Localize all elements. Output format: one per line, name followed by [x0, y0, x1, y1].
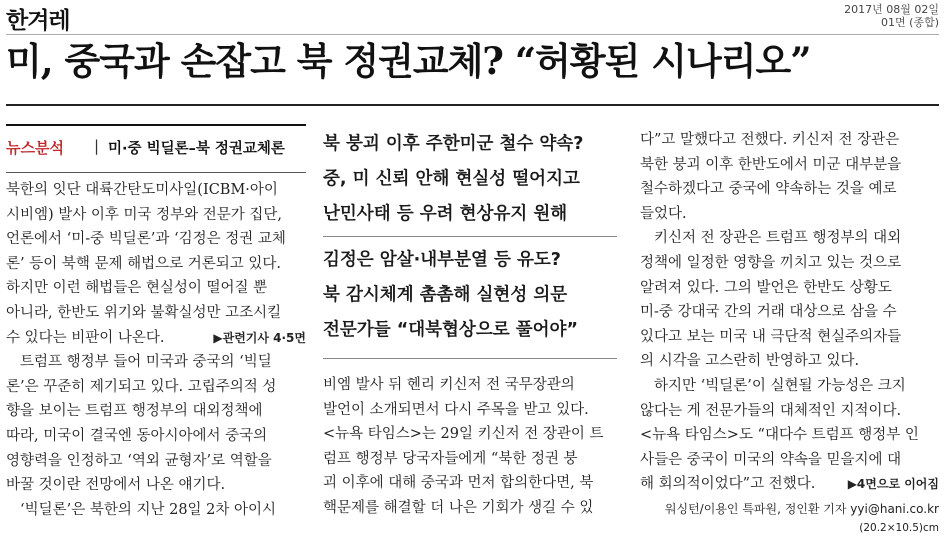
text-line: 다”고 말했다고 전했다. 키신저 전 장관은: [640, 132, 900, 148]
text-line: 시비엠) 발사 이후 미국 정부와 전문가 집단,: [6, 206, 283, 223]
column-2-text: [323, 373, 617, 521]
issue-date: 2017년 08월 02일: [844, 3, 939, 16]
text-line: 알려져 있다. 그의 발언은 한반도 상황도: [640, 279, 892, 296]
text-line: 언론에서 ‘미-중 빅딜론’과 ‘김정은 정권 교체: [6, 231, 286, 248]
subheadline-group-2: [323, 243, 617, 348]
text-line: [640, 472, 939, 497]
masthead-logo: 한겨레: [6, 8, 70, 34]
text-line: ‘빅딜론’은 북한의 지난 28일 2차 아이시: [20, 501, 277, 518]
deck-divider: [323, 236, 617, 237]
text-line: 사들은 중국이 미국의 약속을 믿을지에 대: [640, 451, 902, 468]
text-line: 바꿀 것이란 전망에서 나온 얘기다.: [6, 477, 226, 494]
kicker-title: 미·중 빅딜론–북 정권교체론: [108, 141, 285, 157]
related-articles-link[interactable]: ▶관련기사 4·5면: [213, 330, 306, 345]
col3-paragraph-1: [640, 128, 939, 226]
column-3-text: [640, 128, 939, 497]
text-line: 북한 붕괴 이후 한반도에서 미군 대부분을: [640, 156, 902, 173]
kicker-separator: |: [94, 137, 100, 155]
deck-divider: [323, 358, 617, 359]
text-line: 있다고 보는 미국 내 극단적 현실주의자들: [640, 328, 902, 345]
article-size-info: (20.2×10.5)cm: [859, 522, 939, 534]
text-line: 않다는 게 전문가들의 대체적인 지적이다.: [640, 402, 902, 419]
text-line: 미-중 강대국 간의 거래 대상으로 삼을 수: [640, 304, 897, 321]
article-headline: 미, 중국과 손잡고 북 정권교체? “허황된 시나리오”: [6, 39, 811, 83]
text-line: <뉴욕 타임스>는 29일 키신저 전 장관이 트: [323, 426, 604, 443]
dateline: [844, 3, 939, 29]
col3-paragraph-2: [640, 226, 939, 374]
text-line: 비엠 발사 뒤 헨리 키신저 전 국무장관의: [323, 377, 575, 393]
subheadline-line: 전문가들 “대북협상으로 풀어야”: [323, 320, 578, 340]
top-rule: [6, 34, 939, 35]
byline: 워싱턴/이용인 특파원, 정인환 기자 yyi@hani.co.kr: [664, 502, 939, 516]
col1-paragraph-2: [6, 350, 306, 498]
text-line: 하지만 ‘빅딜론’이 실현될 가능성은 크지: [654, 377, 906, 394]
text-line: 럼프 행정부 당국자들에게 “북한 정권 붕: [323, 450, 578, 467]
text-line: 들었다.: [640, 205, 687, 222]
kicker-label: 뉴스분석: [6, 139, 64, 157]
col1-paragraph-1: [6, 178, 306, 350]
col3-paragraph-3: [640, 374, 939, 497]
text-line: 영향력을 인정하고 ‘역외 균형자’로 역할을: [6, 452, 272, 469]
text-fragment: 수 있다는 비판이 나온다.: [6, 329, 165, 346]
text-line: 북한의 잇단 대륙간탄도미사일(ICBM·아이: [6, 182, 278, 198]
text-line: [6, 326, 306, 351]
page-section: 01면 (종합): [881, 16, 939, 29]
subheadline-line: 난민사태 등 우려 현상유지 원해: [323, 204, 568, 224]
subheadline-line: 북 붕괴 이후 주한미군 철수 약속?: [323, 134, 584, 154]
text-line: 철수하겠다고 중국에 약속하는 것을 예로: [640, 181, 897, 198]
subheadline-group-1: [323, 127, 617, 232]
subheadline-line: 북 감시체계 촘촘해 실현성 의문: [323, 285, 568, 305]
text-line: 론’ 등이 북핵 문제 해법으로 거론되고 있다.: [6, 255, 281, 272]
text-fragment: 해 회의적이었다”고 전했다.: [640, 476, 816, 493]
continued-page-link[interactable]: ▶4면으로 이어짐: [847, 477, 939, 492]
headline-rule: [6, 104, 939, 106]
text-line: 트럼프 행정부 들어 미국과 중국의 ‘빅딜: [20, 354, 272, 371]
text-line: 론’은 꾸준히 제기되고 있다. 고립주의적 성: [6, 378, 277, 395]
text-line: 정책에 일정한 영향을 끼치고 있는 것으로: [640, 254, 902, 271]
text-line: 향을 보이는 트럼프 행정부의 대외정책에: [6, 403, 263, 420]
kicker-box: [6, 124, 306, 173]
text-line: <뉴욕 타임스>도 “대다수 트럼프 행정부 인: [640, 427, 919, 444]
text-line: 의 시각을 고스란히 반영하고 있다.: [640, 353, 860, 370]
text-line: 하지만 이런 해법들은 현실성이 떨어질 뿐: [6, 280, 268, 297]
subheadline-line: 김정은 암살·내부분열 등 유도?: [323, 250, 561, 270]
text-line: 발언이 소개되면서 다시 주목을 받고 있다.: [323, 401, 589, 418]
col1-paragraph-3: [6, 498, 306, 523]
text-line: 아니라, 한반도 위기와 불확실성만 고조시킬: [6, 304, 282, 321]
text-line: 괴 이후에 대해 중국과 먼저 합의한다면, 북: [323, 475, 594, 492]
text-line: 키신저 전 장관은 트럼프 행정부의 대외: [654, 230, 902, 247]
text-line: 따라, 미국이 결국엔 동아시아에서 중국의: [6, 427, 268, 444]
column-1-text: [6, 178, 306, 522]
subheadline-line: 중, 미 신뢰 안해 현실성 떨어지고: [323, 169, 580, 189]
text-line: 핵문제를 해결할 더 나은 기회가 생길 수 있: [323, 499, 594, 516]
